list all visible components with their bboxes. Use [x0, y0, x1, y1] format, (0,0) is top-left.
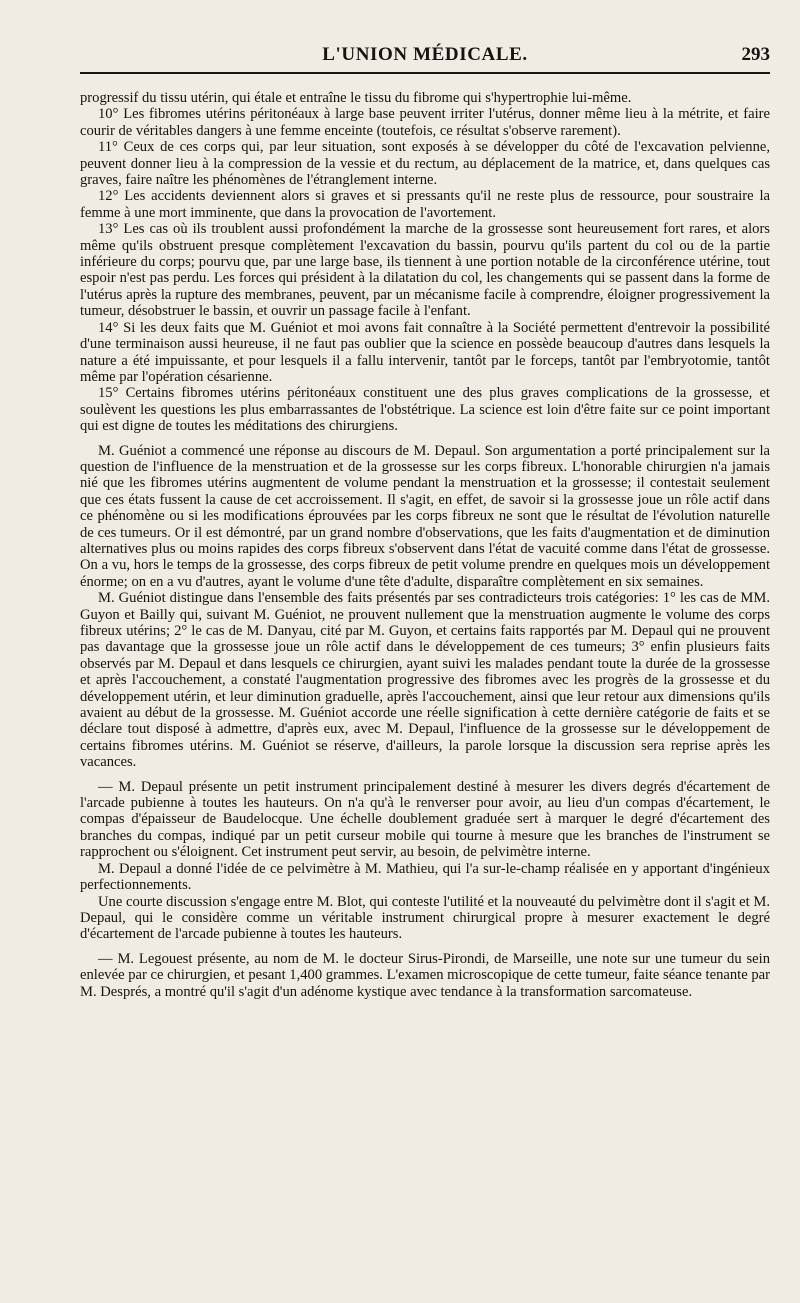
article-body	[80, 90, 770, 1000]
paragraph-point-12: 12° Les accidents deviennent alors si graves et si pressants qu'il ne reste plus de ressource, pour soustraire la femme à une mort imminente, que dans la provocation de l'avortement.	[80, 188, 770, 221]
running-title: L'UNION MÉDICALE.	[322, 44, 528, 65]
paragraph-continuation: progressif du tissu utérin, qui étale et entraîne le tissu du fibrome qui s'hypertrophie lui-même.	[80, 90, 632, 106]
paragraph-legouest-note: — M. Legouest présente, au nom de M. le docteur Sirus-Pirondi, de Marseille, une note sur une tumeur du sein enlevée par ce chirurgien, et pesant 1,400 grammes. L'examen microscopique de cette tumeur, faite séance tenante par M. Després, a montré qu'il s'agit d'un adénome kystique avec tendance à la transformation sarcomateuse.	[80, 950, 770, 1000]
paragraph-blot-discussion: Une courte discussion s'engage entre M. Blot, qui conteste l'utilité et la nouveauté du pelvimètre dont il s'agit et M. Depaul, qui le considère comme un véritable instrument chirurgical propre à mesurer exactement le degré d'écartement de l'arcade pubienne à toutes les hauteurs.	[80, 893, 770, 943]
paragraph-depaul-instrument: — M. Depaul présente un petit instrument principalement destiné à mesurer les divers degrés d'écartement de l'arcade pubienne à toutes les hauteurs. On n'a qu'à le renverser pour avoir, au lieu d'un compas d'écartement, le compas d'épaisseur de Baudelocque. Une échelle doublement graduée sert à marquer le degré d'écartement des branches du compas, indiqué par un petit curseur mobile qui tourne à mesure que les branches de l'instrument se rapprochent ou s'éloignent. Cet instrument peut servir, au besoin, de pelvimètre interne.	[80, 778, 770, 861]
page-header	[80, 44, 770, 74]
paragraph-point-13: 13° Les cas où ils troublent aussi profondément la marche de la grossesse sont heureusement fort rares, et alors même qu'ils obstruent presque complètement l'excavation du bassin, pourvu qu'ils partent du col ou de la partie inférieure du corps; pourvu que, par une large base, ils tiennent à une portion notable de la circonférence utérine, tout espoir n'est pas perdu. Les forces qui président à la dilatation du col, les changements qui se passent dans la forme de l'utérus après la rupture des membranes, peuvent, par un mécanisme facile à comprendre, éloigner progressivement la tumeur, désobstruer le bassin, et ouvrir un passage facile à l'enfant.	[80, 221, 770, 320]
paragraph-point-14: 14° Si les deux faits que M. Guéniot et moi avons fait connaître à la Société permettent d'entrevoir la possibilité d'une terminaison aussi heureuse, il ne faut pas oublier que la science en possède beaucoup d'autres dans lesquels la nature a été impuissante, et pour lesquels il a fallu intervenir, tantôt par le forceps, tantôt par l'embryotomie, tantôt même par l'opération césarienne.	[80, 319, 770, 385]
paragraph-gueniot-reply: M. Guéniot a commencé une réponse au discours de M. Depaul. Son argumentation a porté principalement sur la question de l'influence de la menstruation et de la grossesse sur les corps fibreux. L'honorable chirurgien n'a jamais nié que les fibromes utérins augmentent de volume pendant la menstruation et la grossesse; il contestait seulement que ces états fussent la cause de cet accroissement. Il s'agit, en effet, de savoir si la grossesse joue un rôle actif dans ce phénomène ou si les modifications éprouvées par les corps fibreux ne sont que le résultat de l'évolution naturelle de ces tumeurs. Or il est démontré, par un grand nombre d'observations, que les faits d'augmentation et de diminution alternatives plus ou moins rapides des corps fibreux s'observent dans l'état de vacuité comme dans l'état de grossesse. On a vu, hors le temps de la grossesse, des corps fibreux de petit volume prendre en quelques mois un développement énorme; on en a vu d'autres, ayant le volume d'une tête d'adulte, disparaître complètement en six semaines.	[80, 442, 770, 590]
page-number: 293	[741, 44, 770, 65]
header-rule	[80, 72, 770, 74]
paragraph-mathieu: M. Depaul a donné l'idée de ce pelvimètre à M. Mathieu, qui l'a sur-le-champ réalisée en y apportant d'ingénieux perfectionnements.	[80, 860, 770, 894]
paragraph-point-10: 10° Les fibromes utérins péritonéaux à large base peuvent irriter l'utérus, donner même lieu à la métrite, et faire courir de véritables dangers à une femme enceinte (toutefois, ce résultat s'observe rarement).	[80, 106, 770, 139]
paragraph-point-15: 15° Certains fibromes utérins péritonéaux constituent une des plus graves complications de la grossesse, et soulèvent les questions les plus embarrassantes de l'obstétrique. La science est loin d'être faite sur ce point important qui est digne de toutes les méditations des chirurgiens.	[80, 385, 770, 435]
paragraph-point-11: 11° Ceux de ces corps qui, par leur situation, sont exposés à se développer du côté de l'excavation pelvienne, peuvent donner lieu à la compression de la vessie et du rectum, au déplacement de la matrice, et, dans quelques cas graves, faire naître les phénomènes de l'étranglement interne.	[80, 139, 770, 189]
paragraph-gueniot-categories: M. Guéniot distingue dans l'ensemble des faits présentés par ses contradicteurs trois catégories: 1° les cas de MM. Guyon et Bailly qui, suivant M. Guéniot, ne prouvent nullement que la menstruation augmente le volume des corps fibreux utérins; 2° le cas de M. Danyau, cité par M. Guyon, et certains faits rapportés par M. Depaul qui ne prouvent pas davantage que la grossesse joue un rôle actif dans le développement de ces tumeurs; 3° enfin plusieurs faits observés par M. Depaul et dans lesquels ce chirurgien, ayant suivi les malades pendant toute la durée de la grossesse et après l'accouchement, a constaté l'augmentation progressive des fibromes avec les progrès de la grossesse et du développement utérin, et leur diminution graduelle, après l'accouchement, ainsi que leur retour aux dimensions qu'ils avaient au début de la grossesse. M. Guéniot accorde une réelle signification à cette dernière catégorie de faits et se déclare tout disposé à admettre, d'après eux, avec M. Depaul, l'influence de la grossesse sur le développement de certains fibromes utérins. M. Guéniot se réserve, d'ailleurs, la parole lorsque la discussion sera reprise après les vacances.	[80, 590, 770, 771]
